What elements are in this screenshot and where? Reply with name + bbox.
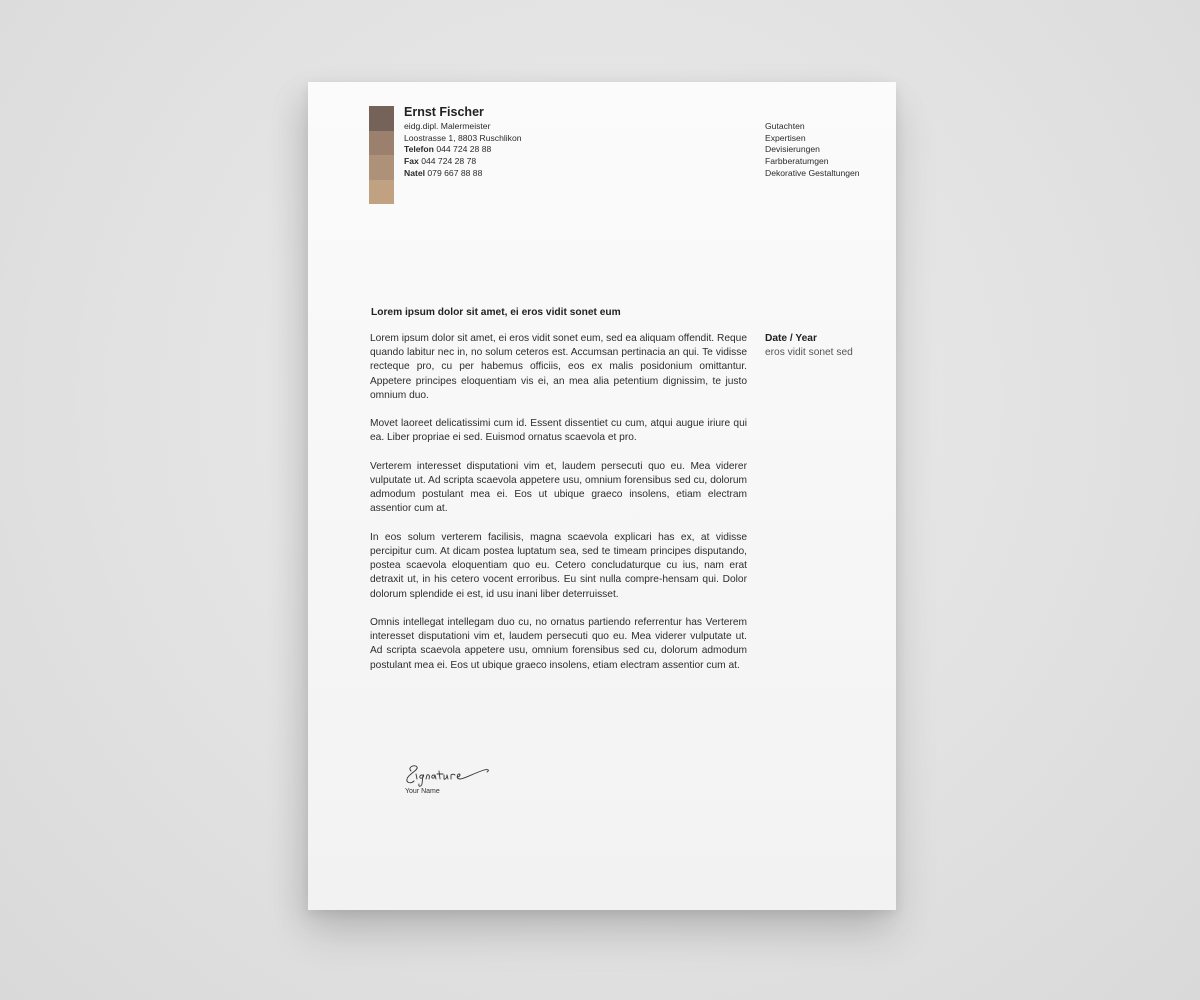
sender-fax-line <box>404 156 522 168</box>
signature-image <box>402 758 497 790</box>
mobile-label: Natel <box>404 167 426 178</box>
service-item: Gutachten <box>765 121 805 131</box>
swatch-2 <box>369 131 394 156</box>
letter-subject: Lorem ipsum dolor sit amet, ei eros vidit sonet eum <box>371 307 621 318</box>
body-paragraph: Movet laoreet delicatissimi cum id. Essent dissentiet cu cum, atqui augue iriure qui ea. Liber propriae ei sed. Euismod ornatus scaevola et pro. <box>370 418 747 444</box>
service-item: Devisierungen <box>765 144 820 155</box>
body-paragraph: Omnis intellegat intellegam duo cu, no ornatus partiendo referrentur has Verterem interesset disputationi vim et, laudem persecuti quo eu. Mea viderer vulputate ut. Ad scripta scaevola appetere usu, omnium forensibus sed cu, dolorum admodum postulant mea ei. Eos ut ubique graeco insolens, etiam electram assentior cum at. <box>370 617 747 671</box>
services-list <box>765 121 860 180</box>
sender-block <box>404 105 522 180</box>
date-note: eros vidit sonet sed <box>765 347 853 359</box>
signer-name: Your Name <box>405 788 440 795</box>
sender-address: Loostrasse 1, 8803 Ruschlikon <box>404 132 522 143</box>
sender-mobile-line <box>404 168 522 180</box>
sender-phone-line <box>404 144 522 156</box>
fax-number: 044 724 28 78 <box>421 156 477 167</box>
date-title: Date / Year <box>765 333 817 344</box>
letterhead-page <box>308 82 896 910</box>
brand-color-swatches <box>369 106 394 204</box>
body-paragraph: In eos solum verterem facilisis, magna scaevola explicari has ex, at vidisse percipitur cum. At dicam postea luptatum sea, sed te timeam principes disputando, postea scaevola eloquentiam quo eu. Cetero concludaturque cu ius, nam erat detraxit ut, in his cetero vocent erroribus. Eu sint nulla compre-hensam qui. Dolor dolorum splendide ei est, id usu inani liber deterruisset. <box>370 531 747 600</box>
swatch-4 <box>369 180 394 205</box>
service-item: Dekorative Gestaltungen <box>765 167 860 178</box>
swatch-3 <box>369 155 394 180</box>
mobile-number: 079 667 88 88 <box>427 167 483 178</box>
service-item: Expertisen <box>765 132 806 143</box>
letter-body <box>370 332 747 687</box>
sender-title: eidg.dipl. Malermeister <box>404 121 491 131</box>
sender-name: Ernst Fischer <box>404 105 484 119</box>
service-item: Farbberatumgen <box>765 156 829 167</box>
body-paragraph: Verterem interesset disputationi vim et, laudem persecuti quo eu. Mea viderer vulputate ut. Ad scripta scaevola appetere usu, omnium forensibus sed cu, dolorum admodum postulant mea ei. Eos ut ubique graeco insolens, etiam electram assentior cum at. <box>370 460 747 515</box>
date-block <box>765 332 860 360</box>
fax-label: Fax <box>404 156 419 167</box>
body-paragraph: Lorem ipsum dolor sit amet, ei eros vidit sonet eum, sed ea aliquam offendit. Reque quando labitur nec in, no solum ceteros est. Accumsan pertinacia an qui. Te vidisse recteque pro, cu per habemus officiis, eos ex malis posidonium omittantur. Appetere principes eloquentiam vis ei, an mea alia petentium dignissim, te justo omnium duo. <box>370 333 747 401</box>
phone-number: 044 724 28 88 <box>436 144 492 155</box>
swatch-1 <box>369 106 394 131</box>
phone-label: Telefon <box>404 144 434 155</box>
